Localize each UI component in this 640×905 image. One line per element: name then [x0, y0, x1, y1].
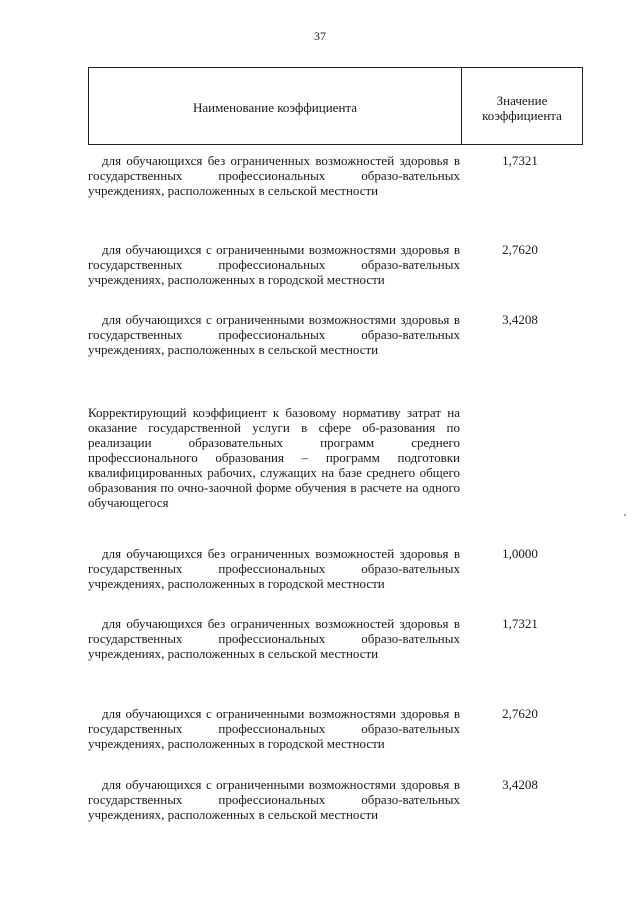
row-text: для обучающихся с ограниченными возможностями здоровья в государственных профессиональных образо-вательных учреждениях, расположенных в городской местности [88, 242, 460, 287]
row-value: 3,4208 [502, 777, 538, 792]
section-heading: Корректирующий коэффициент к базовому нормативу затрат на оказание государственной услуги в сфере об-разования по реализации образовательных программ среднего профессионального образования – программ подготовки квалифицированных рабочих, служащих на базе среднего общего образования по очно-заочной форме обучения в расчете на одного обучающегося [88, 405, 460, 510]
row-value: 1,7321 [502, 153, 538, 168]
row-value: 3,4208 [502, 312, 538, 327]
row-value: 1,0000 [502, 546, 538, 561]
row-value: 2,7620 [502, 242, 538, 257]
header-coefficient-name: Наименование коэффициента [89, 68, 462, 144]
row-value: 2,7620 [502, 706, 538, 721]
page-number: 37 [314, 29, 326, 43]
scan-speck [624, 514, 626, 516]
row-text: для обучающихся без ограниченных возможностей здоровья в государственных профессиональных образо-вательных учреждениях, расположенных в сельской местности [88, 153, 460, 198]
header-coefficient-value: Значение коэффициента [482, 93, 562, 123]
row-text: для обучающихся без ограниченных возможностей здоровья в государственных профессиональных образо-вательных учреждениях, расположенных в сельской местности [88, 616, 460, 661]
row-text: для обучающихся с ограниченными возможностями здоровья в государственных профессиональных образо-вательных учреждениях, расположенных в городской местности [88, 706, 460, 751]
table-header [88, 67, 583, 145]
row-text: для обучающихся с ограниченными возможностями здоровья в государственных профессиональных образо-вательных учреждениях, расположенных в сельской местности [88, 312, 460, 357]
row-text: для обучающихся без ограниченных возможностей здоровья в государственных профессиональных образо-вательных учреждениях, расположенных в городской местности [88, 546, 460, 591]
row-text: для обучающихся с ограниченными возможностями здоровья в государственных профессиональных образо-вательных учреждениях, расположенных в сельской местности [88, 777, 460, 822]
row-value: 1,7321 [502, 616, 538, 631]
